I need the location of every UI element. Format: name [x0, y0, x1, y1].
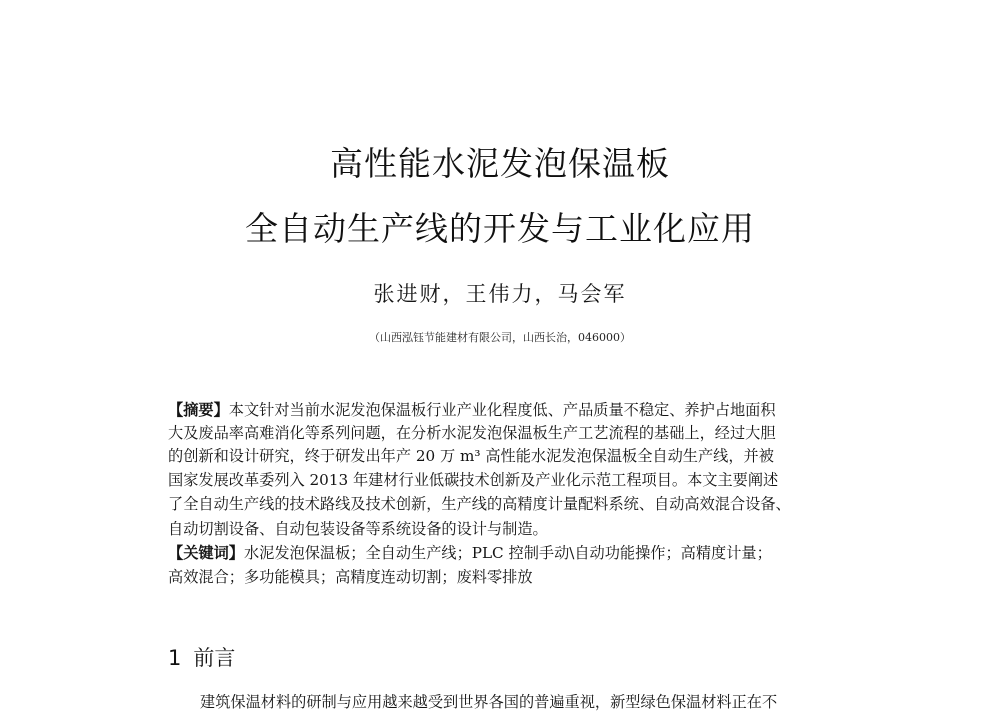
abstract-line: 的创新和设计研究，终于研发出年产 20 万 m³ 高性能水泥发泡保温板全自动生产线，并被 [168, 447, 774, 465]
abstract-line: 大及废品率高难消化等系列问题，在分析水泥发泡保温板生产工艺流程的基础上，经过大胆 [168, 424, 776, 442]
section-heading [168, 642, 235, 672]
abstract-label: 【摘要】 [168, 401, 229, 419]
section-number: 1 [168, 646, 182, 670]
paper-title-line-2: 全自动生产线的开发与工业化应用 [245, 209, 755, 248]
section-title: 前言 [193, 646, 236, 670]
abstract-line: 了全自动生产线的技术路线及技术创新，生产线的高精度计量配料系统、自动高效混合设备、 [168, 495, 791, 513]
author-list: 张进财，王伟力，马会军 [373, 282, 627, 306]
abstract-text: 本文针对当前水泥发泡保温板行业产业化程度低、产品质量不稳定、养护占地面积 [228, 401, 776, 419]
abstract-line: 自动切割设备、自动包装设备等系统设备的设计与制造。 [168, 520, 548, 538]
abstract-line [168, 400, 838, 420]
keywords-line [168, 543, 838, 563]
paper-title-line-1: 高性能水泥发泡保温板 [330, 144, 670, 183]
affiliation: （山西泓钰节能建材有限公司，山西长治，046000） [369, 331, 631, 344]
keywords-text: 水泥发泡保温板；全自动生产线；PLC 控制手动\自动功能操作；高精度计量； [243, 544, 772, 562]
body-paragraph-line: 建筑保温材料的研制与应用越来越受到世界各国的普遍重视，新型绿色保温材料正在不 [200, 693, 778, 711]
keywords-line: 高效混合；多功能模具；高精度连动切割；废料零排放 [168, 568, 533, 586]
keywords-label: 【关键词】 [168, 544, 244, 562]
abstract-line: 国家发展改革委列入 2013 年建材行业低碳技术创新及产业化示范工程项目。本文主要阐述 [168, 471, 779, 489]
